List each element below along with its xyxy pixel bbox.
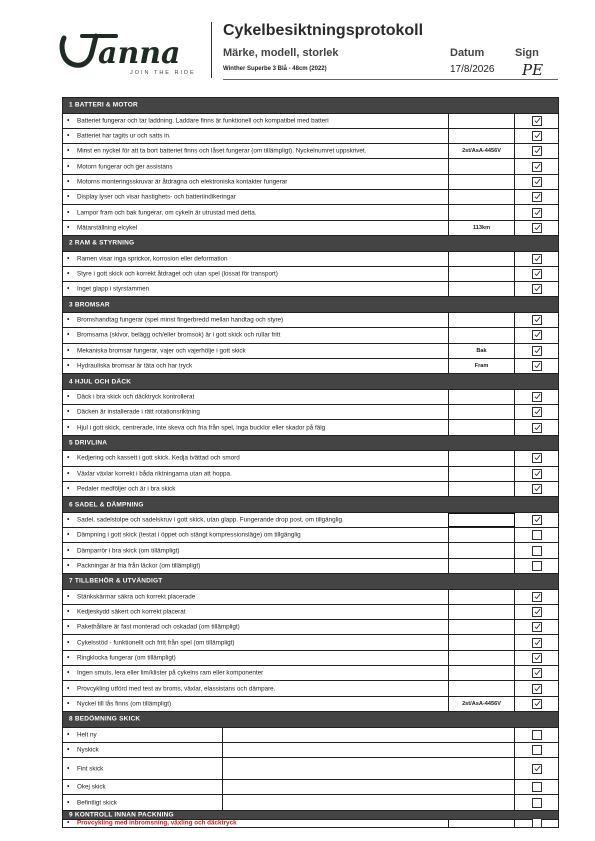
header-underline (223, 79, 558, 80)
bullet-icon: • (67, 547, 70, 555)
item-note-field[interactable] (448, 313, 515, 327)
bullet-icon: • (67, 639, 70, 647)
checkmark-icon (534, 454, 541, 461)
checklist-item (63, 343, 558, 358)
bullet-icon: • (67, 209, 70, 217)
checklist-item (63, 634, 558, 649)
section-title: 6 SADEL & DÄMPNING (69, 501, 144, 508)
item-checkbox[interactable] (532, 764, 542, 774)
bullet-icon: • (67, 147, 70, 155)
checklist-item (63, 527, 558, 542)
item-checkbox[interactable] (532, 177, 542, 187)
document-header (0, 0, 595, 92)
bullet-icon: • (67, 623, 70, 631)
checklist-item (63, 220, 558, 235)
section-header (63, 235, 558, 251)
bullet-icon: • (67, 731, 70, 739)
checkmark-icon (534, 669, 541, 676)
bullet-icon: • (67, 224, 70, 232)
checkmark-icon (534, 393, 541, 400)
section-title: 5 DRIVLINA (69, 439, 108, 447)
item-note-field[interactable] (448, 820, 515, 828)
item-note-field[interactable] (448, 159, 515, 173)
item-note-field[interactable] (448, 205, 515, 219)
bullet-icon: • (67, 163, 70, 171)
bullet-icon: • (67, 593, 70, 601)
item-text: Sadel, sadelstolpe och sadelskruv i gott skick, utan glapp. Fungerande drop post, om tillgänglig. (77, 516, 344, 524)
bullet-icon: • (67, 255, 70, 263)
item-note-field[interactable] (448, 559, 515, 573)
section-header (63, 810, 558, 819)
checklist-item (63, 327, 558, 342)
item-note-field[interactable] (448, 114, 515, 128)
checklist-item (63, 757, 558, 779)
section-title: 4 HJUL OCH DÄCK (69, 378, 132, 386)
svg-text:anna: anna (98, 36, 181, 71)
checkmark-icon (534, 593, 541, 600)
item-text: Däck i bra skick och däcktryck kontrollerat (77, 393, 195, 401)
item-checkbox[interactable] (532, 745, 542, 755)
bullet-icon: • (67, 470, 70, 478)
checklist-item (63, 189, 558, 204)
section-title: 1 BATTERI & MOTOR (69, 101, 138, 109)
item-text: Hjul i gott skick, centrerade, inte skeva och fria från spel, inga bucklor eller skador på fälg (77, 424, 326, 432)
item-note-field[interactable] (448, 451, 515, 465)
bullet-icon: • (67, 685, 70, 692)
item-checkbox[interactable] (532, 798, 542, 808)
section-header (63, 373, 558, 389)
checklist-item (63, 204, 558, 219)
header-divider (211, 22, 212, 78)
checklist-item (63, 779, 558, 794)
checkmark-icon (534, 193, 541, 200)
checkmark-icon (534, 117, 541, 124)
item-note-field[interactable] (222, 743, 515, 757)
checklist-item (63, 481, 558, 496)
bullet-icon: • (67, 765, 70, 773)
item-checkbox[interactable] (532, 116, 542, 126)
item-note-field[interactable] (448, 190, 515, 204)
bullet-icon: • (67, 408, 70, 416)
checklist-item (63, 251, 558, 266)
checkmark-icon (534, 608, 541, 615)
item-note-field[interactable]: 2st/AsA-4456V (448, 697, 515, 711)
checkmark-icon (534, 224, 541, 231)
item-checkbox[interactable] (532, 592, 542, 602)
checkmark-icon (534, 685, 541, 692)
bullet-icon: • (67, 516, 70, 524)
item-checkbox[interactable] (532, 330, 542, 340)
bullet-icon: • (67, 819, 70, 827)
item-note-field[interactable] (448, 282, 515, 296)
item-note-field[interactable]: Fram (448, 359, 515, 373)
item-checkbox[interactable] (532, 561, 542, 571)
bullet-icon: • (67, 132, 70, 140)
bullet-icon: • (67, 393, 70, 401)
item-note-field[interactable] (448, 666, 515, 680)
checklist-item (63, 696, 558, 711)
item-text: Bromshandtag fungerar (spel minst fingerbredd mellan handtag och styre) (77, 316, 284, 324)
checklist-item (63, 358, 558, 373)
item-text: Ingen smuts, lera eller lim/klister på cykelns ram eller komponenter (77, 669, 264, 677)
checklist-item (63, 619, 558, 634)
checkmark-icon (534, 163, 541, 170)
item-checkbox[interactable] (532, 162, 542, 172)
checklist-item (63, 174, 558, 189)
checkmark-icon (534, 362, 541, 369)
checklist-item (63, 113, 558, 128)
item-text: Växlar växlar korrekt i båda riktningarna utan att hoppa. (77, 470, 232, 478)
checklist-item (63, 727, 558, 742)
date-value: 17/8/2026 (450, 64, 495, 75)
checklist-item (63, 819, 558, 828)
item-checkbox[interactable] (532, 208, 542, 218)
section-header (63, 97, 558, 113)
item-checkbox[interactable] (532, 315, 542, 325)
checkmark-icon (534, 331, 541, 338)
item-text: Stänkskärmar säkra och korrekt placerade (77, 593, 196, 601)
section-header (63, 496, 558, 512)
item-note-field[interactable] (448, 590, 515, 604)
item-checkbox[interactable] (532, 346, 542, 356)
item-text: Bromsarna (skivor, belägg och/eller bromsok) är i gott skick och rullar fritt (77, 331, 281, 339)
item-checkbox[interactable] (532, 484, 542, 494)
item-text: Lampor fram och bak fungerar, om cykeln är utrustad med detta. (77, 209, 257, 217)
item-note-field[interactable] (448, 620, 515, 634)
item-note-field[interactable]: 113km (448, 221, 515, 235)
checklist-item (63, 419, 558, 434)
checkmark-icon (534, 623, 541, 630)
bullet-icon: • (67, 700, 70, 708)
item-note-field[interactable] (448, 513, 515, 527)
checkmark-icon (534, 209, 541, 216)
section-header (63, 711, 558, 727)
item-text: Dämparrör i bra skick (om tillämpligt) (77, 547, 180, 555)
item-text: Mätarställning elcykel (77, 224, 138, 232)
checkmark-icon (534, 178, 541, 185)
item-note-field[interactable]: Bak (448, 344, 515, 358)
checklist-item (63, 650, 558, 665)
item-note-field[interactable] (448, 267, 515, 281)
checklist-item (63, 143, 558, 158)
item-checkbox[interactable] (532, 782, 542, 792)
item-checkbox[interactable] (532, 699, 542, 709)
bullet-icon: • (67, 316, 70, 324)
checkmark-icon (534, 516, 541, 523)
item-note-field[interactable] (448, 635, 515, 649)
item-text: Kedjeskydd säkert och korrekt placerat (77, 608, 186, 616)
item-text: Befintligt skick (77, 799, 117, 807)
item-checkbox[interactable] (532, 254, 542, 264)
item-text: Pedaler medföljer och är i bra skick (77, 485, 176, 493)
item-checkbox[interactable] (532, 668, 542, 678)
bullet-icon: • (67, 270, 70, 278)
bullet-icon: • (67, 193, 70, 201)
item-text: Fint skick (77, 765, 104, 773)
svg-text:JOIN THE RIDE: JOIN THE RIDE (130, 70, 196, 76)
bullet-icon: • (67, 531, 70, 539)
item-text: Helt ny (77, 731, 97, 739)
checklist-item (63, 266, 558, 281)
checkmark-icon (534, 255, 541, 262)
section-title: 9 KONTROLL INNAN PACKNING (69, 811, 174, 819)
item-note-field[interactable] (448, 467, 515, 481)
checkmark-icon (534, 132, 541, 139)
date-label: Datum (450, 47, 485, 59)
item-checkbox[interactable] (532, 546, 542, 556)
checklist-item (63, 589, 558, 604)
item-text: Motorn fungerar och ger assistans (77, 163, 173, 171)
bullet-icon: • (67, 178, 70, 186)
checklist-item (63, 794, 558, 809)
checklist-item (63, 665, 558, 680)
bullet-icon: • (67, 424, 70, 432)
section-header (63, 435, 558, 451)
bullet-icon: • (67, 783, 70, 791)
checkmark-icon (534, 316, 541, 323)
sign-label: Sign (515, 47, 539, 59)
checkmark-icon (534, 424, 541, 431)
item-text: Ringklocka fungerar (om tillämpligt) (77, 654, 176, 662)
item-text: Mekaniska bromsar fungerar, vajer och vajerhölje i gott skick (77, 347, 246, 355)
bullet-icon: • (67, 362, 70, 370)
item-text: Batteriet fungerar och tar laddning. Laddare finns är funktionell och kompatibel med batteri (77, 117, 329, 125)
item-checkbox[interactable] (532, 269, 542, 279)
bullet-icon: • (67, 562, 70, 570)
item-checkbox[interactable] (532, 684, 542, 694)
item-text: Nyskick (77, 746, 99, 754)
item-text: Provcykling med inbromsning, växling och däcktryck (77, 819, 237, 827)
item-note-field[interactable] (448, 528, 515, 542)
item-text: Display lyser och visar hastighets- och batteriindikeringar (77, 193, 236, 201)
model-value: Winther Superbe 3 Blå - 48cm (2022) (223, 66, 327, 72)
bullet-icon: • (67, 485, 70, 493)
item-note-field[interactable] (222, 728, 515, 742)
bullet-icon: • (67, 117, 70, 125)
item-note-field[interactable] (448, 328, 515, 342)
item-checkbox[interactable] (532, 146, 542, 156)
item-checkbox[interactable] (532, 622, 542, 632)
item-text: Provcykling utförd med test av broms, växlar, elassistans och dämpare. (77, 685, 276, 692)
checkmark-icon (534, 470, 541, 477)
item-checkbox[interactable] (532, 469, 542, 479)
checklist-item (63, 128, 558, 143)
item-text: Hydrauliska bromsar är täta och har tryck (77, 362, 193, 370)
checklist-item (63, 558, 558, 573)
checklist-item (63, 680, 558, 695)
item-text: Minst en nyckel för att ta bort batteriet finns och låset fungerar (om tillämpligt). Nyckelnumret uppskrivet. (77, 147, 367, 155)
bullet-icon: • (67, 799, 70, 807)
item-note-field[interactable] (448, 651, 515, 665)
section-title: 3 BROMSAR (69, 301, 110, 309)
document-title: Cykelbesiktningsprotokoll (223, 22, 424, 39)
item-checkbox[interactable] (532, 284, 542, 294)
checkmark-icon (534, 765, 541, 772)
checklist-item (63, 512, 558, 527)
item-checkbox[interactable] (532, 392, 542, 402)
item-note-field[interactable] (448, 543, 515, 557)
item-text: Okej skick (77, 783, 106, 791)
checkmark-icon (534, 147, 541, 154)
item-checkbox[interactable] (532, 361, 542, 371)
item-checkbox[interactable] (532, 638, 542, 648)
checklist-item (63, 158, 558, 173)
checkmark-icon (534, 639, 541, 646)
bullet-icon: • (67, 608, 70, 616)
item-note-field[interactable] (448, 420, 515, 434)
item-text: Cykelsstöd - funktionellt och fritt från spel (om tillämpligt) (77, 639, 235, 647)
checklist-item (63, 742, 558, 757)
checkmark-icon (534, 285, 541, 292)
item-note-field[interactable] (222, 795, 515, 809)
item-note-field[interactable] (448, 405, 515, 419)
model-label: Märke, modell, storlek (223, 47, 339, 59)
item-checkbox[interactable] (532, 223, 542, 233)
item-checkbox[interactable] (532, 192, 542, 202)
item-note-field[interactable] (448, 681, 515, 695)
item-checkbox[interactable] (532, 530, 542, 540)
item-checkbox[interactable] (532, 407, 542, 417)
item-checkbox[interactable] (532, 818, 542, 828)
signature: PE (522, 61, 544, 79)
bullet-icon: • (67, 285, 70, 293)
bullet-icon: • (67, 347, 70, 355)
item-checkbox[interactable] (532, 730, 542, 740)
bullet-icon: • (67, 669, 70, 677)
item-text: Inget glapp i styrstammen (77, 285, 150, 293)
item-checkbox[interactable] (532, 131, 542, 141)
item-note-field[interactable] (222, 758, 515, 779)
section-header (63, 296, 558, 312)
checklist-item (63, 466, 558, 481)
item-note-field[interactable]: 2st/AsA-4456V (448, 144, 515, 158)
checklist-table (62, 97, 559, 828)
bullet-icon: • (67, 454, 70, 462)
section-title: 8 BEDÖMNING SKICK (69, 715, 141, 723)
brand-logo (56, 26, 202, 76)
item-text: Dämpning i gott skick (testat i öppet och stängt kompressionsläge) om tillgänglig (77, 531, 301, 539)
checklist-item (63, 450, 558, 465)
checkmark-icon (534, 485, 541, 492)
bullet-icon: • (67, 746, 70, 754)
item-note-field[interactable] (448, 175, 515, 189)
item-text: Pakethållare är fast monterad och oskadad (om tillämpligt) (77, 623, 240, 631)
checklist-item (63, 604, 558, 619)
section-header (63, 573, 558, 589)
checklist-item (63, 281, 558, 296)
item-text: Motorns monteringsskruvar är åtdragna och elektroniska kontakter fungerar (77, 178, 288, 186)
item-text: Nyckel till lås finns (om tillämpligt) (77, 700, 172, 708)
section-title: 7 TILLBEHÖR & UTVÄNDIGT (69, 577, 163, 585)
item-text: Batteriet har tagits ur och satts in. (77, 132, 171, 140)
item-checkbox[interactable] (532, 515, 542, 525)
section-title: 2 RAM & STYRNING (69, 239, 135, 247)
item-text: Ramen visar inga sprickor, korrosion eller deformation (77, 255, 228, 263)
item-text: Styre i gott skick och korrekt åtdraget och utan spel (lossat för transport) (77, 270, 278, 278)
checkmark-icon (534, 408, 541, 415)
checkmark-icon (534, 700, 541, 707)
checkmark-icon (534, 347, 541, 354)
item-text: Däcken är installerade i rätt rotationsriktning (77, 408, 200, 416)
item-note-field[interactable] (448, 390, 515, 404)
checklist-item (63, 389, 558, 404)
item-note-field[interactable] (448, 482, 515, 496)
checkmark-icon (534, 270, 541, 277)
checkmark-icon (534, 654, 541, 661)
item-checkbox[interactable] (532, 607, 542, 617)
item-note-field[interactable] (448, 605, 515, 619)
bullet-icon: • (67, 654, 70, 662)
item-note-field[interactable] (222, 780, 515, 794)
item-checkbox[interactable] (532, 453, 542, 463)
item-text: Packningar är fria från läckor (om tillämpligt) (77, 562, 201, 570)
item-note-field[interactable] (448, 252, 515, 266)
item-checkbox[interactable] (532, 423, 542, 433)
item-checkbox[interactable] (532, 653, 542, 663)
item-note-field[interactable] (448, 129, 515, 143)
bullet-icon: • (67, 331, 70, 339)
checklist-item (63, 312, 558, 327)
checklist-item (63, 404, 558, 419)
item-text: Kedjering och kassett i gott skick. Kedja tvättad och smord (77, 454, 240, 462)
checklist-item (63, 542, 558, 557)
